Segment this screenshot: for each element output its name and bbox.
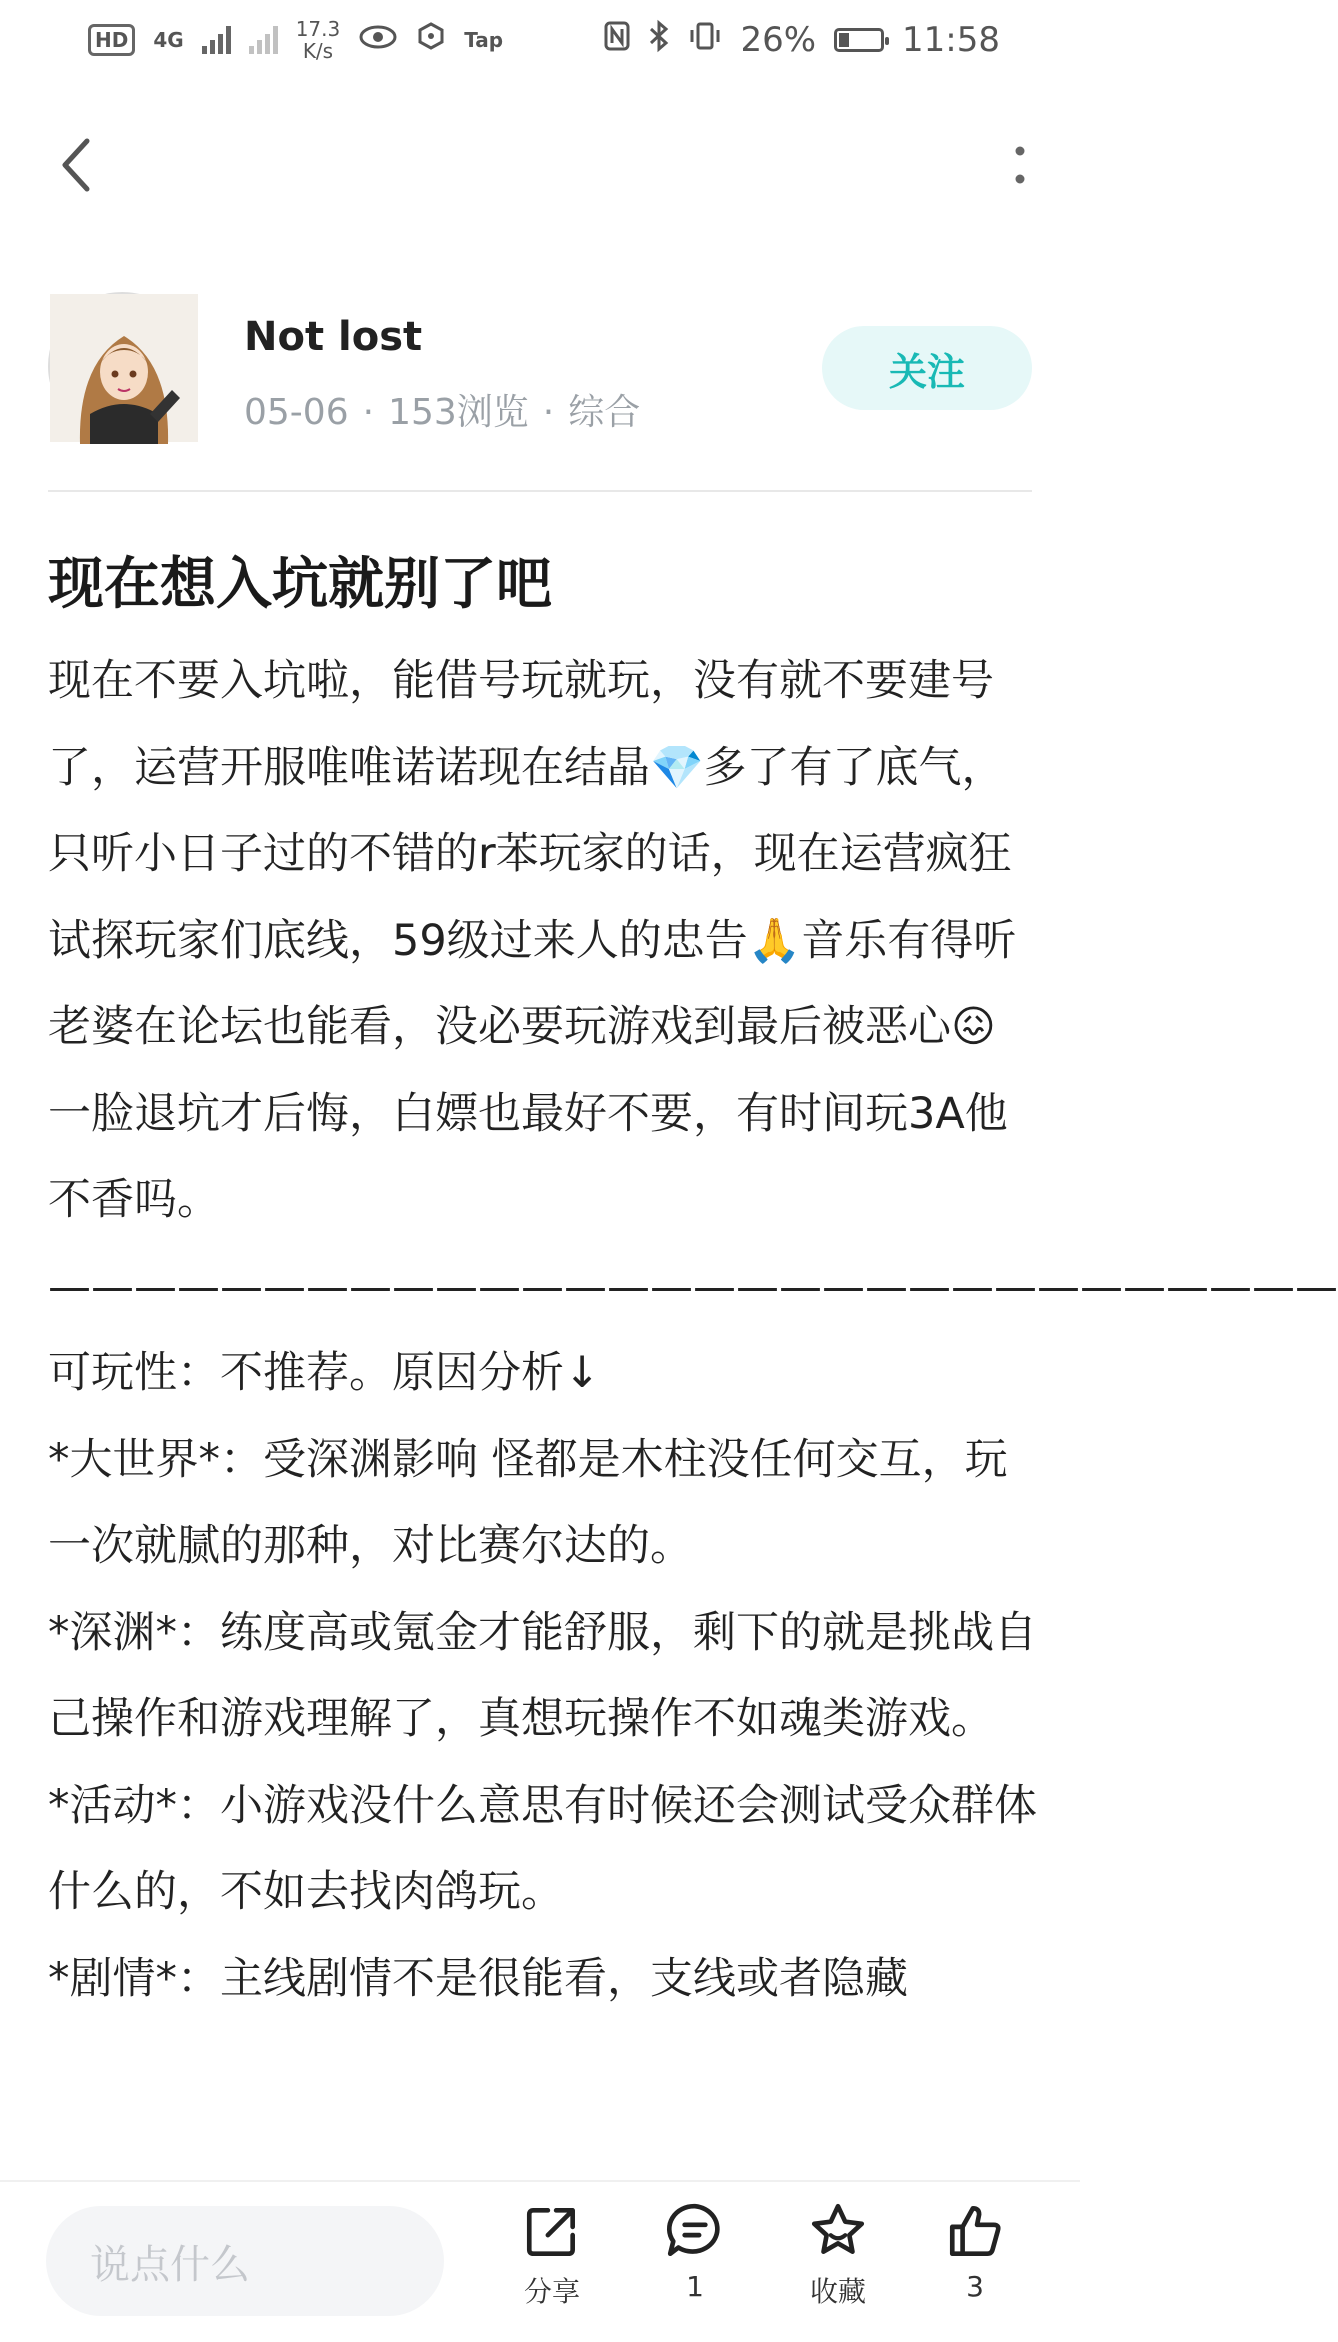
share-button[interactable] bbox=[497, 2200, 607, 2330]
share-label: 分享 bbox=[523, 2275, 580, 2308]
like-count: 3 bbox=[966, 2270, 984, 2303]
post-category[interactable]: 综合 bbox=[568, 392, 641, 433]
avatar[interactable] bbox=[48, 292, 196, 440]
thumbs-up-icon bbox=[944, 2200, 1006, 2262]
view-count: 153浏览 bbox=[388, 392, 529, 433]
hexagon-icon bbox=[416, 20, 446, 60]
bluetooth-icon bbox=[648, 20, 670, 61]
favorite-button[interactable] bbox=[783, 2200, 893, 2330]
post-separator-line: —————————————————————————————— bbox=[48, 1261, 1338, 1312]
share-icon bbox=[521, 2200, 583, 2262]
post-body bbox=[48, 638, 1338, 2022]
meta-separator: · bbox=[542, 392, 555, 433]
post-paragraph: *活动*：小游戏没什么意思有时候还会测试受众群体什么的，不如去找肉鸽玩。 bbox=[48, 1780, 1037, 1917]
eye-icon bbox=[358, 20, 398, 60]
more-button[interactable] bbox=[990, 130, 1050, 200]
bottom-action-bar bbox=[0, 2180, 1080, 2342]
hd-badge: HD bbox=[88, 24, 135, 56]
clock: 11:58 bbox=[902, 20, 1000, 60]
post-title: 现在想入坑就别了吧 bbox=[48, 552, 552, 617]
back-button[interactable] bbox=[40, 130, 110, 200]
battery-percent: 26% bbox=[740, 20, 817, 60]
meta-separator: · bbox=[362, 392, 375, 433]
tap-icon: Tap bbox=[464, 28, 504, 52]
status-left bbox=[88, 18, 503, 62]
post-meta bbox=[244, 384, 640, 435]
network-type: 4G bbox=[153, 28, 184, 52]
comment-button[interactable] bbox=[640, 2200, 750, 2330]
post-paragraph: *深渊*：练度高或氪金才能舒服，剩下的就是挑战自己操作和游戏理解了，真想玩操作不如魂类游戏。 bbox=[48, 1607, 1037, 1744]
follow-button[interactable]: 关注 bbox=[822, 326, 1032, 410]
comment-icon bbox=[664, 2200, 726, 2262]
status-right bbox=[604, 20, 1000, 61]
post-paragraph: *大世界*：受深渊影响 怪都是木柱没任何交互，玩一次就腻的那种，对比赛尔达的。 bbox=[48, 1434, 1008, 1571]
network-speed-unit: K/s bbox=[302, 39, 334, 63]
post-paragraph: *剧情*：主线剧情不是很能看，支线或者隐藏 bbox=[48, 1953, 908, 2004]
nav-bar bbox=[0, 120, 1080, 210]
network-speed bbox=[296, 18, 341, 62]
post-paragraph: 可玩性：不推荐。原因分析↓ bbox=[48, 1348, 601, 1398]
more-vertical-icon bbox=[1014, 145, 1026, 185]
comment-input[interactable]: 说点什么 bbox=[46, 2206, 444, 2316]
battery-icon bbox=[834, 28, 884, 52]
chevron-left-icon bbox=[57, 135, 93, 195]
status-bar bbox=[0, 0, 1080, 80]
vibrate-icon bbox=[688, 20, 722, 60]
divider bbox=[48, 490, 1032, 492]
post-paragraph: 现在不要入坑啦，能借号玩就玩，没有就不要建号了，运营开服唯唯诺诺现在结晶💎多了有了底气，只听小日子过的不错的r苯玩家的话，现在运营疯狂试探玩家们底线，59级过来人的忠告🙏音乐有得听老婆在论坛也能看，没必要玩游戏到最后被恶心😖一脸退坑才后悔，白嫖也最好不要，有时间玩3A他不香吗。 bbox=[48, 656, 1017, 1225]
signal-icon bbox=[202, 26, 231, 54]
post-date: 05-06 bbox=[244, 392, 349, 433]
star-icon bbox=[807, 2200, 869, 2262]
comment-count: 1 bbox=[686, 2270, 704, 2303]
author-row bbox=[48, 292, 1032, 442]
nfc-icon bbox=[604, 20, 630, 60]
signal-empty-icon bbox=[249, 26, 278, 54]
author-name[interactable]: Not lost bbox=[244, 314, 423, 360]
network-speed-value: 17.3 bbox=[295, 17, 341, 41]
like-button[interactable] bbox=[920, 2200, 1030, 2330]
favorite-label: 收藏 bbox=[809, 2275, 866, 2308]
